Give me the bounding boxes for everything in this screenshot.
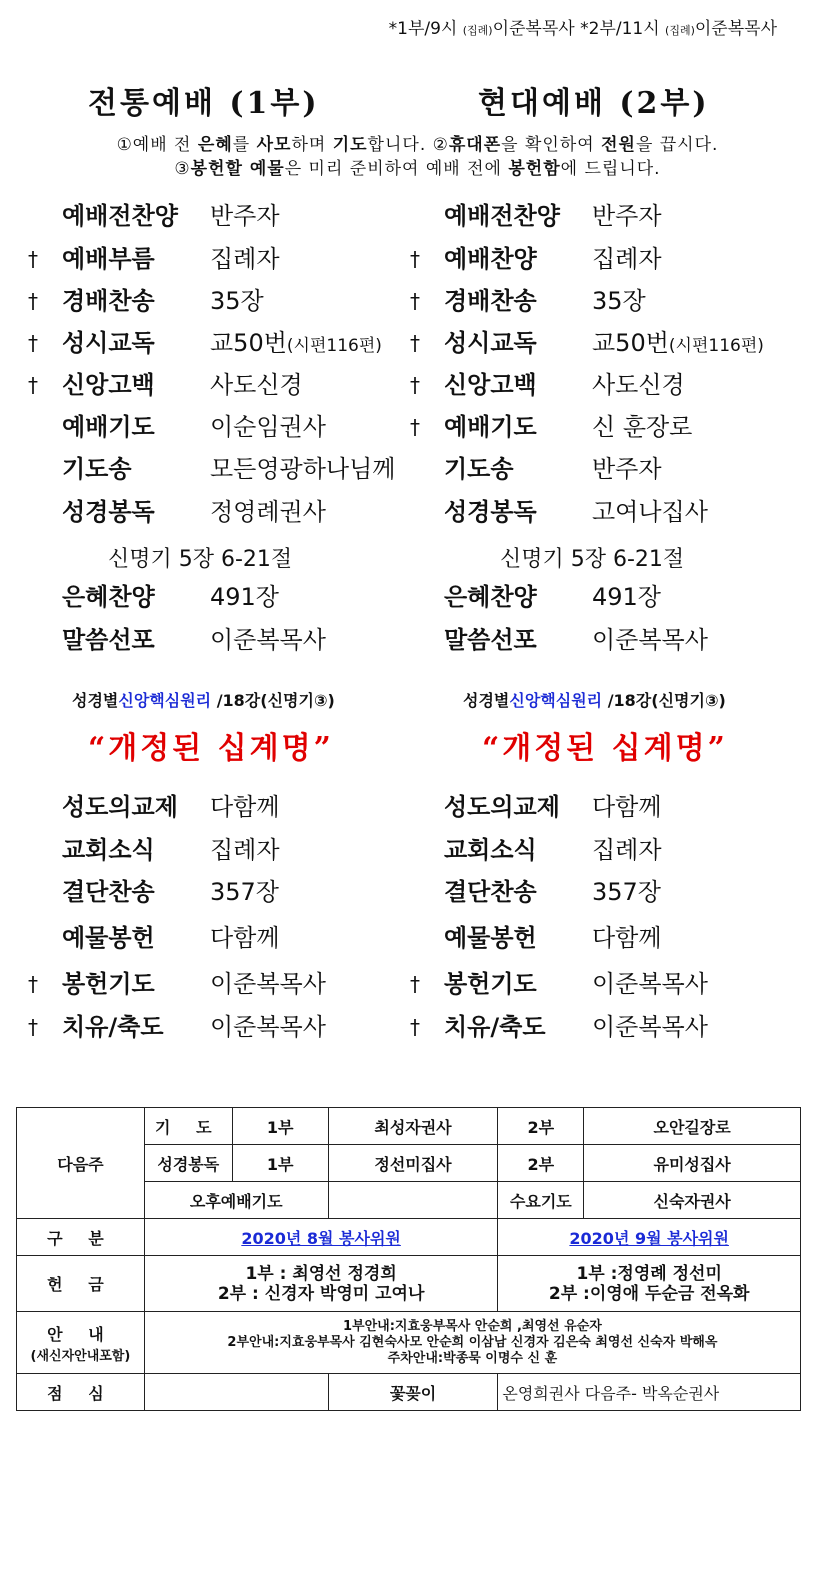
order-value	[210, 201, 280, 234]
heading-traditional: 전통예배 (1부)	[88, 86, 320, 121]
order-value-text: 이준복목사	[210, 626, 326, 654]
offering-august: 1부 : 최영선 정경희 2부 : 신경자 박영미 고여나	[144, 1256, 498, 1312]
order-label: 신앙고백	[444, 371, 537, 399]
order-value-text: 이순임권사	[210, 413, 326, 441]
order-label: 성도의교제	[62, 793, 178, 821]
order-label: 예물봉헌	[444, 924, 537, 952]
order-value-text: 이준복목사	[592, 970, 708, 998]
notice-text: 에 드립니다.	[560, 159, 661, 179]
order-label: 성시교독	[62, 329, 155, 357]
order-label: 교회소식	[444, 836, 537, 864]
part-label: 1부	[232, 1145, 328, 1182]
order-value	[210, 1012, 326, 1042]
notice-text: ③	[174, 159, 191, 179]
order-label: 예배부름	[62, 245, 155, 273]
order-value-text: 사도신경	[210, 371, 303, 399]
cross-icon: †	[410, 373, 420, 397]
part-label: 2부	[498, 1108, 584, 1145]
order-value	[210, 582, 279, 612]
order-value-text: 사도신경	[592, 371, 685, 399]
order-value	[210, 244, 280, 277]
person-name	[328, 1182, 498, 1219]
order-label: 교회소식	[62, 836, 155, 864]
order-value-note: (시편116편)	[668, 336, 764, 356]
order-value	[210, 877, 279, 907]
order-value	[592, 877, 661, 907]
order-value	[210, 454, 395, 487]
notice-text: 전원	[601, 135, 636, 155]
person-name: 신숙자권사	[584, 1182, 801, 1219]
order-value-text: 다함께	[210, 924, 280, 952]
order-label: 은혜찬양	[444, 583, 537, 611]
notice-line-1	[0, 133, 835, 157]
notice-text: 기도	[332, 135, 368, 155]
order-label: 성경봉독	[444, 498, 537, 526]
cross-icon: †	[410, 289, 420, 313]
order-value	[592, 201, 662, 234]
order-value	[210, 328, 382, 361]
cross-icon: †	[28, 373, 38, 397]
lunch-value	[144, 1374, 328, 1411]
order-label: 결단찬송	[444, 878, 537, 906]
order-value	[210, 286, 264, 319]
order-value	[592, 625, 708, 655]
person-name: 오안길장로	[584, 1108, 801, 1145]
sermon-title-left: “개정된 십계명”	[88, 731, 334, 766]
order-label: 기도송	[444, 455, 514, 483]
series-label-left: 성경별신앙핵심원리 /18강(신명기③)	[72, 691, 335, 710]
notice-text: 하며	[291, 135, 333, 155]
order-label: 성시교독	[444, 329, 537, 357]
order-value-text: 반주자	[592, 455, 662, 483]
august-volunteers-link[interactable]: 2020년 8월 봉사위원	[144, 1219, 498, 1256]
order-value-text: 35장	[210, 287, 264, 315]
september-volunteers-link[interactable]: 2020년 9월 봉사위원	[498, 1219, 801, 1256]
role-afternoon-prayer: 오후예배기도	[144, 1182, 328, 1219]
cross-icon: †	[410, 1015, 420, 1039]
part-label: 2부	[498, 1145, 584, 1182]
order-label: 결단찬송	[62, 878, 155, 906]
notice-text: 사모	[256, 135, 292, 155]
order-value-note: (시편116편)	[286, 336, 382, 356]
order-label: 은혜찬양	[62, 583, 155, 611]
order-label: 예배전찬양	[62, 202, 178, 230]
order-label: 치유/축도	[444, 1013, 546, 1041]
order-value	[592, 582, 661, 612]
order-value-text: 491장	[592, 583, 661, 611]
order-value	[210, 497, 326, 530]
order-value-text: 집례자	[210, 836, 280, 864]
offering-september: 1부 :정영례 정선미 2부 :이영애 두순금 전옥화	[498, 1256, 801, 1312]
flower-value: 온영희권사 다음주- 박옥순권사	[498, 1374, 801, 1411]
flower-label: 꽃꽂이	[328, 1374, 498, 1411]
notice-text: 은혜	[197, 135, 233, 155]
notice-text: 휴대폰	[448, 135, 502, 155]
order-value	[592, 244, 662, 277]
notice-text: 봉헌할 예물	[190, 159, 285, 179]
order-label: 성경봉독	[62, 498, 155, 526]
order-value	[210, 923, 280, 953]
order-value-text: 집례자	[592, 836, 662, 864]
cross-icon: †	[410, 331, 420, 355]
order-value-text: 교50번	[592, 329, 669, 357]
person-name: 최성자권사	[328, 1108, 498, 1145]
cross-icon: †	[28, 247, 38, 271]
order-value-text: 357장	[210, 878, 279, 906]
order-value-text: 357장	[592, 878, 661, 906]
order-value-text: 35장	[592, 287, 646, 315]
order-value	[210, 969, 326, 999]
order-label: 치유/축도	[62, 1013, 164, 1041]
cross-icon: †	[410, 415, 420, 439]
notice-text: 을 확인하여	[501, 135, 602, 155]
heading-modern: 현대예배 (2부)	[478, 86, 710, 121]
order-value-text: 집례자	[592, 245, 662, 273]
order-value-text: 이준복목사	[210, 970, 326, 998]
order-value-text: 반주자	[210, 202, 280, 230]
order-label: 예배찬양	[444, 245, 537, 273]
order-label: 말씀선포	[444, 626, 537, 654]
order-label: 예배기도	[444, 413, 537, 441]
order-label: 신앙고백	[62, 371, 155, 399]
role-prayer: 기 도	[144, 1108, 232, 1145]
order-value-text: 고여나집사	[592, 498, 708, 526]
order-value-text: 다함께	[592, 924, 662, 952]
guide-details: 1부안내:지효웅부목사 안순희 ,최영선 유순자 2부안내:지효웅부목사 김현숙사모 안순희 이삼남 신경자 김은숙 최영선 신숙자 박해옥 주차안내:박종묵 이명수 신 훈	[144, 1312, 800, 1374]
order-value-text: 다함께	[592, 793, 662, 821]
notice-text: 은 미리 준비하여 예배 전에	[284, 159, 509, 179]
order-value-text: 모든영광하나님께	[210, 455, 396, 483]
person-name: 정선미집사	[328, 1145, 498, 1182]
order-label: 예배전찬양	[444, 202, 560, 230]
series-label-right: 성경별신앙핵심원리 /18강(신명기③)	[463, 691, 726, 710]
cross-icon: †	[410, 972, 420, 996]
order-value	[592, 835, 662, 865]
order-label: 말씀선포	[62, 626, 155, 654]
order-value	[592, 923, 662, 953]
order-value	[592, 792, 662, 822]
service-times: *1부/9시 (집례)이준복목사 *2부/11시 (집례)이준복목사	[388, 19, 777, 39]
order-value	[210, 792, 280, 822]
order-value	[210, 412, 326, 445]
order-value	[592, 412, 692, 445]
order-value	[592, 1012, 708, 1042]
order-label: 봉헌기도	[62, 970, 155, 998]
order-value	[592, 497, 708, 530]
scripture-left: 신명기 5장 6-21절	[108, 547, 293, 572]
order-value-text: 491장	[210, 583, 279, 611]
order-value-text: 다함께	[210, 793, 280, 821]
order-value-text: 집례자	[210, 245, 280, 273]
notice-text: 봉헌함	[508, 159, 561, 179]
notice-text: ①예배 전	[116, 135, 198, 155]
order-value	[592, 969, 708, 999]
order-value	[592, 454, 662, 487]
order-label: 경배찬송	[444, 287, 537, 315]
offering-label: 헌 금	[17, 1256, 145, 1312]
order-label: 기도송	[62, 455, 132, 483]
order-value	[210, 835, 280, 865]
info-table	[16, 1107, 801, 1411]
cross-icon: †	[410, 247, 420, 271]
order-value	[210, 370, 303, 403]
part-label: 1부	[232, 1108, 328, 1145]
order-value-text: 신 훈장로	[592, 413, 693, 441]
order-value	[592, 370, 685, 403]
order-value	[592, 328, 764, 361]
cross-icon: †	[28, 289, 38, 313]
order-label: 봉헌기도	[444, 970, 537, 998]
division-label: 구 분	[17, 1219, 145, 1256]
notice-line-2	[0, 157, 835, 181]
scripture-right: 신명기 5장 6-21절	[500, 547, 685, 572]
order-label: 경배찬송	[62, 287, 155, 315]
cross-icon: †	[28, 1015, 38, 1039]
lunch-label: 점 심	[17, 1374, 145, 1411]
cross-icon: †	[28, 331, 38, 355]
sermon-title-right: “개정된 십계명”	[482, 731, 728, 766]
role-wednesday-prayer: 수요기도	[498, 1182, 584, 1219]
order-value-text: 반주자	[592, 202, 662, 230]
guide-label: 안 내 (새신자안내포함)	[17, 1312, 145, 1374]
role-scripture: 성경봉독	[144, 1145, 232, 1182]
order-value	[592, 286, 646, 319]
order-value-text: 이준복목사	[592, 1013, 708, 1041]
order-label: 성도의교제	[444, 793, 560, 821]
order-value-text: 이준복목사	[210, 1013, 326, 1041]
notice-text: 합니다. ②	[367, 135, 449, 155]
order-label: 예배기도	[62, 413, 155, 441]
cross-icon: †	[28, 972, 38, 996]
next-week-label: 다음주	[17, 1108, 145, 1219]
notice-text: 을 끕시다.	[635, 135, 719, 155]
notice-text: 를	[232, 135, 257, 155]
order-label: 예물봉헌	[62, 924, 155, 952]
order-value-text: 정영례권사	[210, 498, 326, 526]
person-name: 유미성집사	[584, 1145, 801, 1182]
order-value-text: 이준복목사	[592, 626, 708, 654]
order-value-text: 교50번	[210, 329, 287, 357]
order-value	[210, 625, 326, 655]
